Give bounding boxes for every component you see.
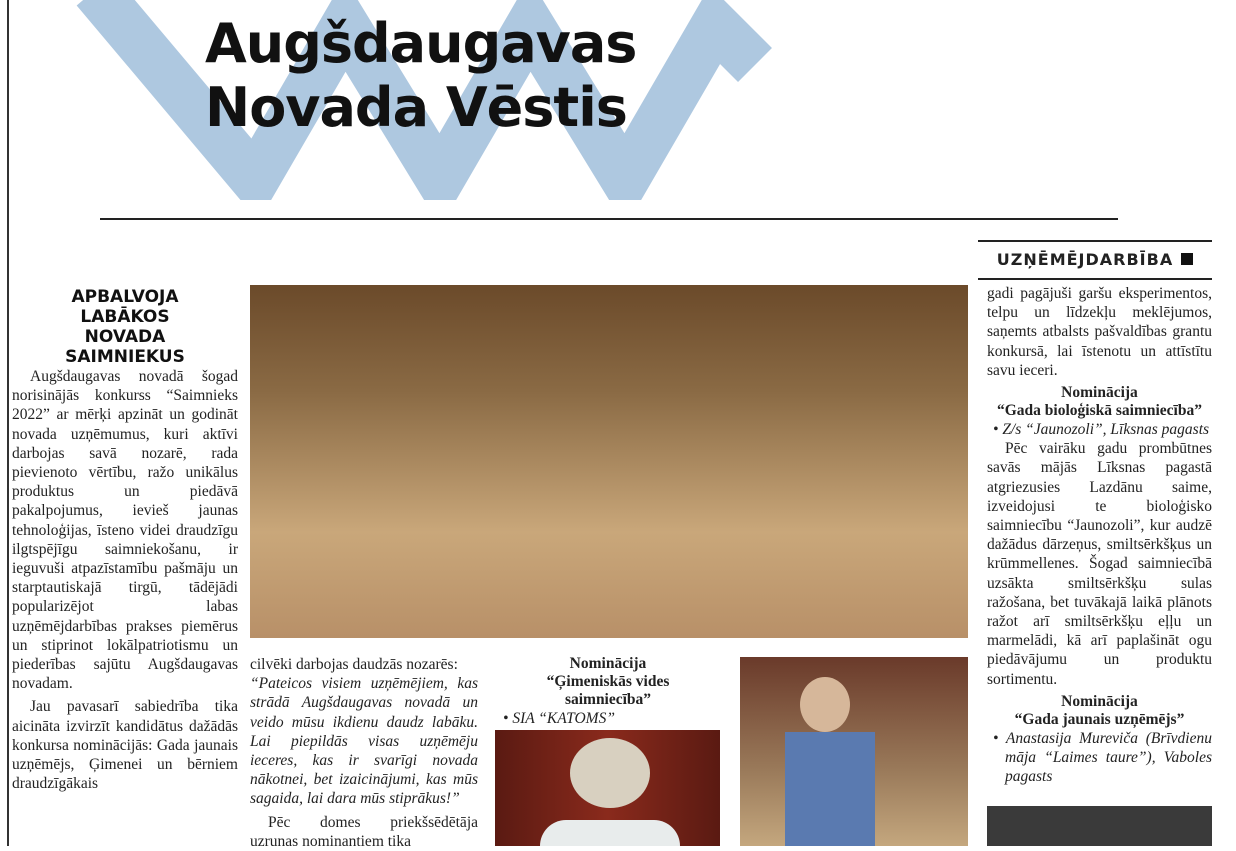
article-column-1: APBALVOJA LABĀKOS NOVADA SAIMNIEKUS Augšdaugavas novadā šogad norisinājās konkurss “Saimnieks 2022” ar mērķi apzināt un godināt novada uzņēmumus, kuri aktīvi darbojas savā nozarē, rada pievienoto vērtību, ražo unikālus produktus un piedāvā pakalpojumus, ievieš jaunas tehnoloģijas, īsteno videi draudzīgu ilgtspējīgu saimniekošanu, ir ieguvuši atpazīstamību pašmāju un starptautiskajā tirgū, tādējādi popularizējot labas uzņēmējdarbības prakses piemērus un stiprinot lokālpatriotismu un piederības sajūtu Augšdaugavas novadam. Jau pavasarī sabiedrība tika aicināta izvirzīt kandidātus dažādās konkursa nominācijās: Gada jaunais uzņēmējs, Ģimenei un bērniem draudzīgākais [12, 287, 238, 793]
article-column-2: cilvēki darbojas daudzās nozarēs: “Pateicos visiem uzņēmējiem, kas strādā Augšdaugavas novadā un veido mūsu ikdienu daudz labāku. Lai piepildās visas uzņēmēju ieceres, kas ir svarīgi novada nākotnei, bet izaicinājumi, kas mūs sagaida, lai dara mūs stiprākus!” Pēc domes priekšsēdētāja uzrunas nominantiem tika [250, 656, 478, 850]
article-headline: APBALVOJA LABĀKOS NOVADA SAIMNIEKUS [65, 287, 185, 367]
portrait-shoulders [540, 820, 680, 846]
masthead-divider [100, 218, 1118, 220]
award-group-photo [250, 285, 968, 638]
column-4-photo [987, 806, 1212, 846]
young-entrepreneur-photo [740, 657, 968, 846]
portrait-head [800, 677, 850, 732]
square-icon [1181, 253, 1193, 265]
article-column-4: gadi pagājuši garšu eksperimentos, telpu un līdzekļu meklējumos, saņemts atbalsts pašvaldības grantu konkursā, lai īstenotu un attīstītu savu ieceri. Nominācija “Gada bioloģiskā saimniecība” • Z/s “Jaunozoli”, Līksnas pagasts Pēc vairāku gadu prombūtnes savās mājās Līksnas pagastā atgriezusies Lazdānu saime, izveidojusi te bioloģisko saimniecību “Jaunozoli”, kur audzē dažādus dārzeņus, smiltsērkšķus un krūmmellenes. Šogad saimniecībā uzsākta smiltsērkšķu sulas ražošana, bet tuvākajā laikā plānots ražot arī smiltsērkšķu eļļu un marmelādi, kā arī paplašināt ogu piedāvājumu un produktu sortimentu. Nominācija “Gada jaunais uzņēmējs” • Anastasija Mureviča (Brīvdienu māja “Laimes taure”), Vaboles pagasts [987, 285, 1212, 786]
portrait-head [570, 738, 650, 808]
masthead-title: Augšdaugavas Novada Vēstis [205, 12, 637, 139]
katoms-winner-photo [495, 730, 720, 846]
nomination-family: Nominācija “Ģimeniskās vides saimniecība” • SIA “KATOMS” [503, 655, 670, 727]
section-label: UZŅĒMĒJDARBĪBA [978, 240, 1212, 280]
portrait-body [785, 732, 875, 846]
